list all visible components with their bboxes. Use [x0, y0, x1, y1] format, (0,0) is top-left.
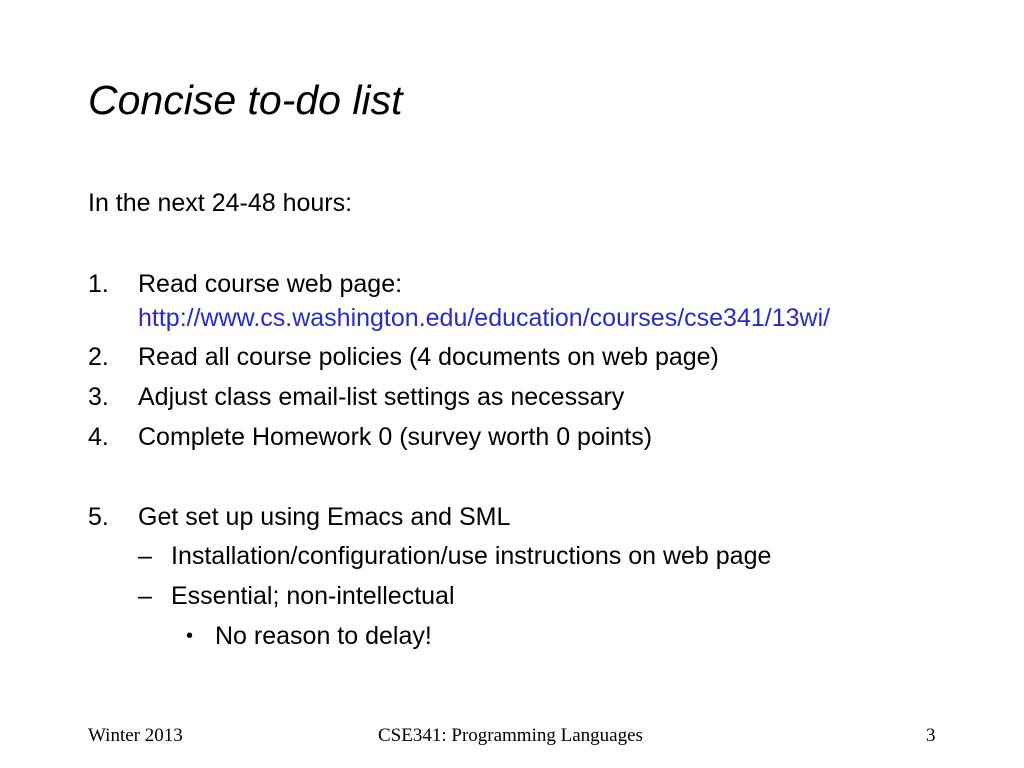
list-number: 4.: [88, 423, 109, 451]
footer-left: Winter 2013: [88, 725, 183, 746]
list-text: Adjust class email-list settings as necessary: [138, 383, 625, 411]
list-text: Read all course policies (4 documents on web page): [138, 343, 719, 371]
list-text: Read course web page:: [138, 270, 403, 298]
slide-title: Concise to-do list: [88, 77, 403, 123]
list-number: 1.: [88, 270, 109, 298]
dash-marker: –: [138, 582, 152, 610]
sub-sub-item-text: No reason to delay!: [215, 622, 432, 650]
bullet-marker: •: [186, 625, 194, 647]
sub-item-text: Essential; non-intellectual: [171, 582, 455, 610]
footer-center: CSE341: Programming Languages: [378, 725, 643, 746]
dash-marker: –: [138, 542, 152, 570]
intro-text: In the next 24-48 hours:: [88, 189, 353, 217]
list-text: Complete Homework 0 (survey worth 0 points): [138, 423, 653, 451]
course-web-page-link[interactable]: http://www.cs.washington.edu/education/courses/cse341/13wi/: [138, 304, 831, 332]
page-number: 3: [926, 725, 936, 746]
sub-item-text: Installation/configuration/use instructions on web page: [171, 542, 772, 570]
list-number: 5.: [88, 503, 109, 531]
list-number: 3.: [88, 383, 109, 411]
list-text: Get set up using Emacs and SML: [138, 503, 511, 531]
list-number: 2.: [88, 343, 109, 371]
